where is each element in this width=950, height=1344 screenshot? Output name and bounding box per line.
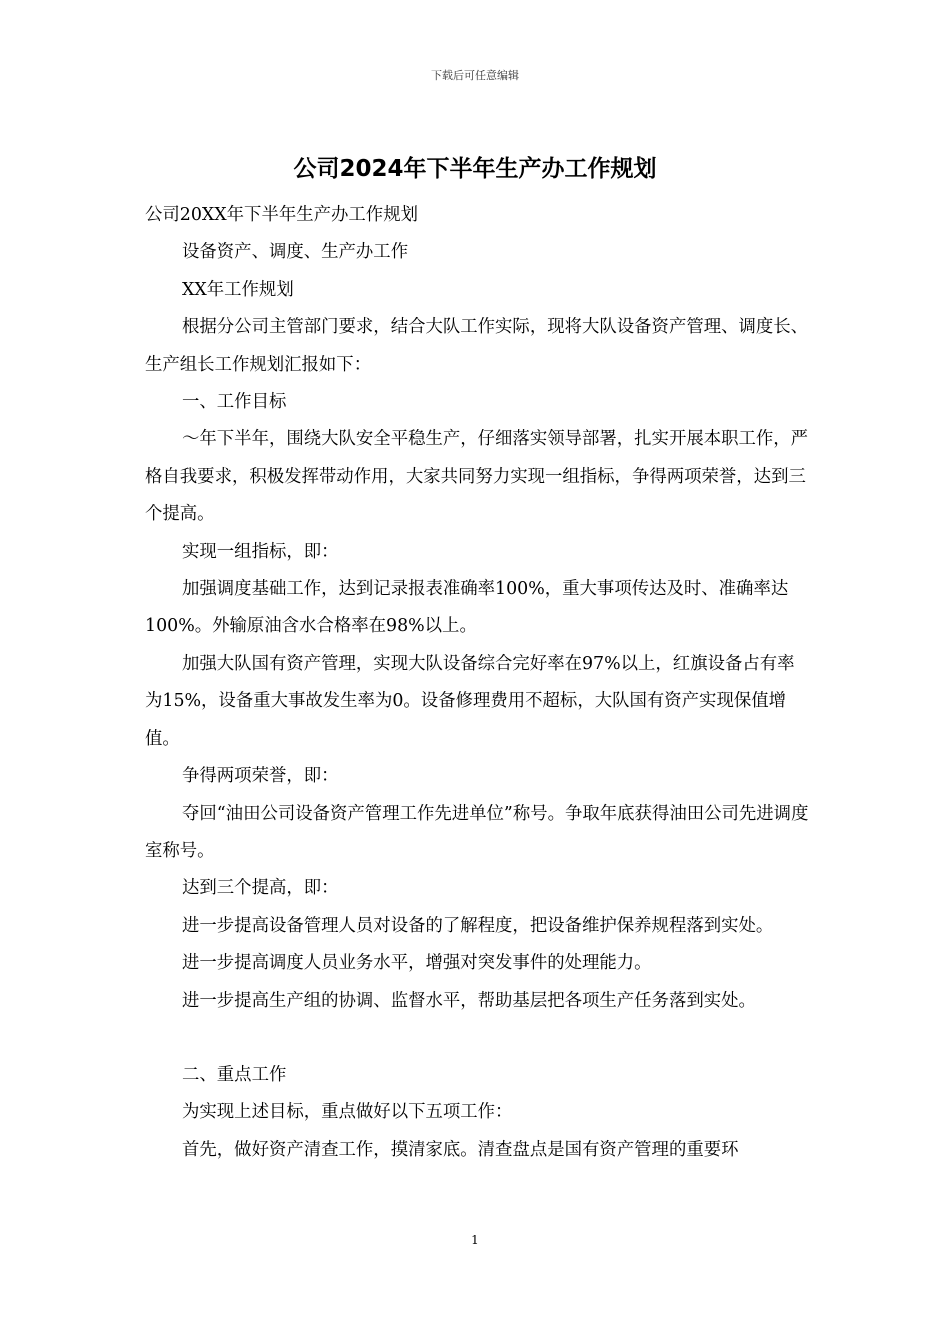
paragraph-improvement-2: 进一步提高调度人员业务水平，增强对突发事件的处理能力。	[182, 953, 652, 974]
paragraph-honors-heading: 争得两项荣誉，即：	[182, 766, 339, 787]
section-heading-goals: 一、工作目标	[182, 392, 287, 413]
paragraph-plan-year: XX年工作规划	[182, 279, 294, 300]
document-body	[145, 197, 809, 1169]
paragraph-assets: 加强大队国有资产管理，实现大队设备综合完好率在97%以上，红旗设备占有率为15%，设备重大事故发生率为0。设备修理费用不超标，大队国有资产实现保值增值。	[145, 653, 795, 749]
paragraph-key-work-intro: 为实现上述目标，重点做好以下五项工作：	[182, 1102, 513, 1123]
paragraph-indicators-heading: 实现一组指标，即：	[182, 541, 339, 562]
paragraph-improvement-3: 进一步提高生产组的协调、监督水平，帮助基层把各项生产任务落到实处。	[182, 990, 756, 1011]
page-number: 1	[471, 1233, 479, 1247]
paragraph-first-task: 首先，做好资产清查工作，摸清家底。清查盘点是国有资产管理的重要环	[182, 1139, 739, 1160]
blank-line	[145, 1020, 809, 1057]
paragraph-subtitle: 公司20XX年下半年生产办工作规划	[145, 205, 418, 225]
paragraph-intro: 根据分公司主管部门要求，结合大队工作实际，现将大队设备资产管理、调度长、生产组长工作规划汇报如下：	[145, 317, 809, 375]
document-title: 公司2024年下半年生产办工作规划	[293, 156, 657, 182]
paragraph-dispatch: 加强调度基础工作，达到记录报表准确率100%，重大事项传达及时、准确率达100%。外输原油含水合格率在98%以上。	[145, 579, 789, 637]
paragraph-improvements-heading: 达到三个提高，即：	[182, 878, 339, 899]
paragraph-goals: ～年下半年，围绕大队安全平稳生产，仔细落实领导部署，扎实开展本职工作，严格自我要求，积极发挥带动作用，大家共同努力实现一组指标，争得两项荣誉，达到三个提高。	[145, 429, 809, 525]
header-note: 下载后可任意编辑	[431, 69, 519, 82]
paragraph-honors: 夺回“油田公司设备资产管理工作先进单位”称号。争取年底获得油田公司先进调度室称号。	[145, 803, 809, 861]
paragraph-improvement-1: 进一步提高设备管理人员对设备的了解程度，把设备维护保养规程落到实处。	[182, 915, 774, 936]
section-heading-key-work: 二、重点工作	[182, 1064, 287, 1085]
paragraph-scope: 设备资产、调度、生产办工作	[182, 242, 409, 263]
